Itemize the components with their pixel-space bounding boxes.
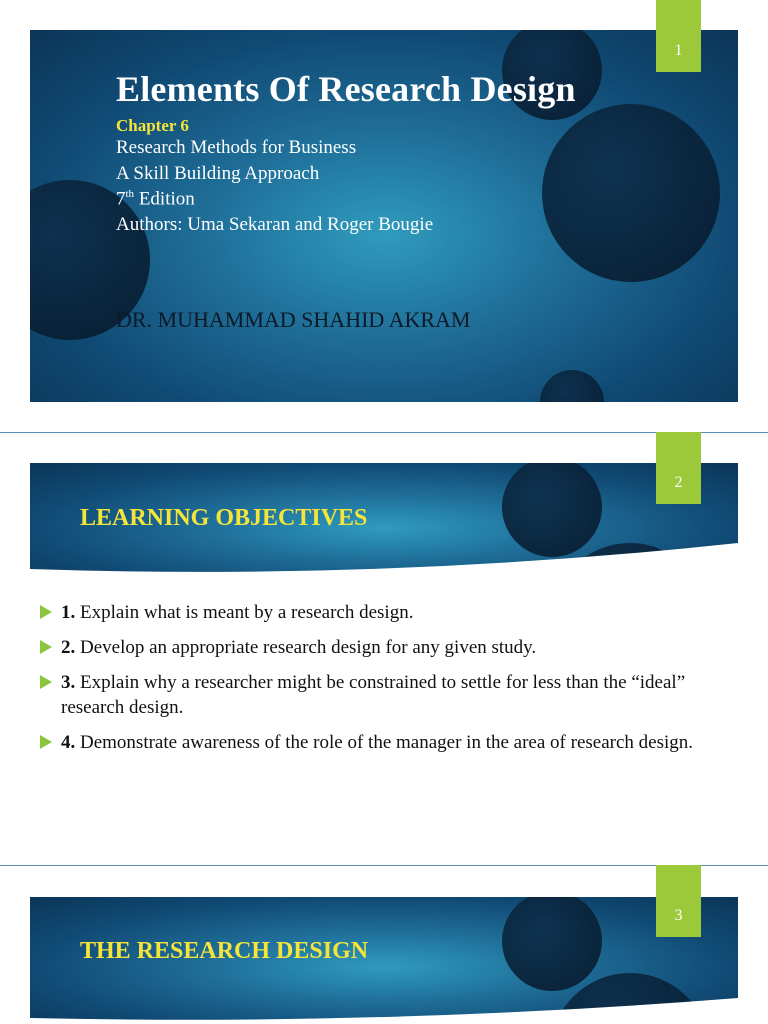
header-curve [30, 541, 738, 581]
list-item [40, 600, 730, 625]
presenter-name: DR. MUHAMMAD SHAHID AKRAM [116, 307, 471, 332]
objectives-list [40, 600, 730, 765]
section-title: THE RESEARCH DESIGN [80, 938, 369, 964]
edition-line [116, 188, 195, 210]
decor-circle [542, 104, 720, 282]
book-subtitle: A Skill Building Approach [116, 163, 320, 184]
triangle-bullet-icon [40, 675, 52, 689]
objective-number: 2. [61, 637, 76, 658]
list-item [40, 730, 730, 755]
slide-number: 3 [674, 907, 683, 924]
edition-word: Edition [134, 188, 195, 210]
section-title: LEARNING OBJECTIVES [80, 505, 368, 531]
objective-text: Develop an appropriate research design for any given study. [75, 637, 537, 658]
slide-divider [0, 432, 768, 433]
slide-number-badge [656, 432, 701, 504]
edition-suffix: th [125, 188, 135, 200]
decor-circle [502, 897, 602, 991]
triangle-bullet-icon [40, 605, 52, 619]
objective-text: Explain why a researcher might be constrained to settle for less than the “ideal” research design. [61, 672, 686, 718]
slide-title: Elements Of Research Design [116, 69, 576, 109]
slide-number: 1 [674, 42, 683, 59]
objective-text: Demonstrate awareness of the role of the manager in the area of research design. [75, 732, 694, 753]
chapter-label: Chapter 6 [116, 116, 189, 135]
triangle-bullet-icon [40, 735, 52, 749]
slide-number-badge [656, 0, 701, 72]
slide-number-badge [656, 865, 701, 937]
book-title: Research Methods for Business [116, 137, 357, 158]
objective-text: Explain what is meant by a research design. [75, 602, 414, 623]
authors-line: Authors: Uma Sekaran and Roger Bougie [116, 214, 434, 235]
decor-circle [540, 370, 604, 402]
objective-number: 3. [61, 672, 76, 693]
slide-number: 2 [674, 474, 683, 491]
header-curve [30, 994, 738, 1024]
list-item [40, 635, 730, 660]
objective-number: 4. [61, 732, 76, 753]
triangle-bullet-icon [40, 640, 52, 654]
edition-number: 7 [116, 188, 126, 210]
list-item [40, 670, 730, 720]
objective-number: 1. [61, 602, 76, 623]
slide-divider [0, 865, 768, 866]
